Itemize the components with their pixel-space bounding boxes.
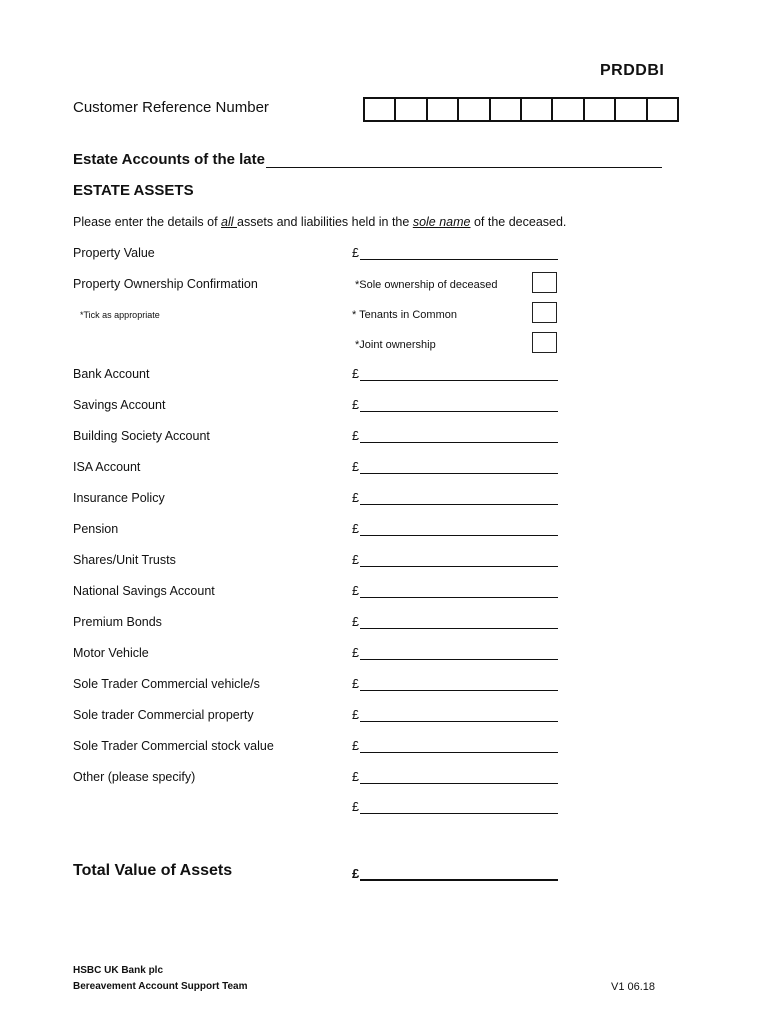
amount-line[interactable]: [360, 522, 558, 536]
intro-part: of the deceased.: [470, 215, 567, 229]
asset-row-label: Building Society Account: [73, 429, 210, 443]
asset-amount-field[interactable]: [352, 398, 558, 412]
asset-amount-field[interactable]: [352, 677, 558, 691]
currency-symbol: £: [352, 246, 359, 260]
property-value-field[interactable]: [352, 246, 558, 260]
reference-digit-box[interactable]: [553, 99, 584, 120]
total-label: Total Value of Assets: [73, 862, 233, 879]
reference-digit-box[interactable]: [522, 99, 553, 120]
tenants-in-common-checkbox[interactable]: [532, 302, 557, 323]
amount-line[interactable]: [360, 429, 558, 443]
amount-line[interactable]: [360, 615, 558, 629]
currency-symbol: £: [352, 800, 359, 814]
intro-part: Please enter the details of: [73, 215, 222, 229]
amount-line[interactable]: [360, 677, 558, 691]
asset-amount-field[interactable]: [352, 553, 558, 567]
asset-row-label: Savings Account: [73, 398, 166, 412]
property-value-label: Property Value: [73, 246, 155, 260]
currency-symbol: £: [352, 615, 359, 629]
reference-digit-box[interactable]: [585, 99, 616, 120]
estate-label: Estate Accounts of the late: [73, 151, 265, 168]
deceased-name-line[interactable]: [266, 152, 662, 168]
ownership-option-sole: *Sole ownership of deceased: [355, 279, 498, 291]
currency-symbol: £: [352, 677, 359, 691]
amount-line[interactable]: [360, 708, 558, 722]
estate-name-field: [73, 151, 662, 168]
currency-symbol: £: [352, 770, 359, 784]
currency-symbol: £: [352, 866, 360, 881]
reference-digit-box[interactable]: [616, 99, 647, 120]
asset-amount-field[interactable]: [352, 491, 558, 505]
footer-bank-name: HSBC UK Bank plc: [73, 965, 164, 976]
reference-digit-box[interactable]: [428, 99, 459, 120]
asset-amount-field[interactable]: [352, 429, 558, 443]
amount-line[interactable]: [360, 584, 558, 598]
customer-reference-label: Customer Reference Number: [73, 99, 269, 116]
asset-row-label: Sole Trader Commercial stock value: [73, 739, 274, 753]
amount-line[interactable]: [360, 739, 558, 753]
currency-symbol: £: [352, 553, 359, 567]
joint-ownership-checkbox[interactable]: [532, 332, 557, 353]
customer-reference-boxes[interactable]: [363, 97, 679, 122]
asset-amount-field[interactable]: [352, 522, 558, 536]
asset-row-label: Bank Account: [73, 367, 150, 381]
amount-line[interactable]: [360, 460, 558, 474]
currency-symbol: £: [352, 460, 359, 474]
asset-row-label: Premium Bonds: [73, 615, 162, 629]
reference-digit-box[interactable]: [648, 99, 677, 120]
form-code: PRDDBI: [600, 62, 665, 79]
ownership-label: Property Ownership Confirmation: [73, 277, 258, 291]
currency-symbol: £: [352, 522, 359, 536]
asset-amount-field[interactable]: [352, 770, 558, 784]
asset-amount-field[interactable]: [352, 460, 558, 474]
asset-row-label: Insurance Policy: [73, 491, 165, 505]
asset-amount-field[interactable]: [352, 708, 558, 722]
currency-symbol: £: [352, 367, 359, 381]
sole-ownership-checkbox[interactable]: [532, 272, 557, 293]
reference-digit-box[interactable]: [459, 99, 490, 120]
asset-row-label: Shares/Unit Trusts: [73, 553, 176, 567]
version-label: V1 06.18: [611, 981, 656, 993]
section-heading: ESTATE ASSETS: [73, 182, 194, 199]
asset-row-label: Pension: [73, 522, 119, 536]
amount-line[interactable]: [360, 770, 558, 784]
amount-line[interactable]: [360, 246, 558, 260]
asset-amount-field[interactable]: [352, 646, 558, 660]
intro-emphasis: all: [221, 215, 237, 229]
intro-part: assets and liabilities held in the: [237, 215, 413, 229]
currency-symbol: £: [352, 491, 359, 505]
asset-amount-field[interactable]: [352, 367, 558, 381]
asset-row-label: Sole trader Commercial property: [73, 708, 254, 722]
total-amount-field[interactable]: [352, 866, 558, 881]
currency-symbol: £: [352, 739, 359, 753]
total-amount-line[interactable]: [360, 866, 558, 881]
currency-symbol: £: [352, 398, 359, 412]
currency-symbol: £: [352, 584, 359, 598]
reference-digit-box[interactable]: [365, 99, 396, 120]
reference-digit-box[interactable]: [491, 99, 522, 120]
asset-row-label: National Savings Account: [73, 584, 215, 598]
intro-emphasis: sole name: [412, 215, 471, 229]
currency-symbol: £: [352, 429, 359, 443]
intro-text: [73, 215, 566, 229]
ownership-option-joint: *Joint ownership: [355, 339, 436, 351]
amount-line[interactable]: [360, 491, 558, 505]
amount-line[interactable]: [360, 646, 558, 660]
amount-line[interactable]: [360, 553, 558, 567]
asset-row-label: Motor Vehicle: [73, 646, 149, 660]
asset-row-label: Other (please specify): [73, 770, 196, 784]
amount-line[interactable]: [360, 398, 558, 412]
amount-line[interactable]: [360, 800, 558, 814]
asset-amount-field[interactable]: [352, 615, 558, 629]
currency-symbol: £: [352, 646, 359, 660]
other-amount-field-2[interactable]: [352, 800, 558, 814]
reference-digit-box[interactable]: [396, 99, 427, 120]
amount-line[interactable]: [360, 367, 558, 381]
footer-team-name: Bereavement Account Support Team: [73, 981, 248, 992]
asset-amount-field[interactable]: [352, 584, 558, 598]
asset-amount-field[interactable]: [352, 739, 558, 753]
asset-row-label: Sole Trader Commercial vehicle/s: [73, 677, 260, 691]
tick-note: *Tick as appropriate: [80, 310, 160, 320]
ownership-option-tenants: * Tenants in Common: [352, 309, 457, 321]
asset-row-label: ISA Account: [73, 460, 141, 474]
currency-symbol: £: [352, 708, 359, 722]
